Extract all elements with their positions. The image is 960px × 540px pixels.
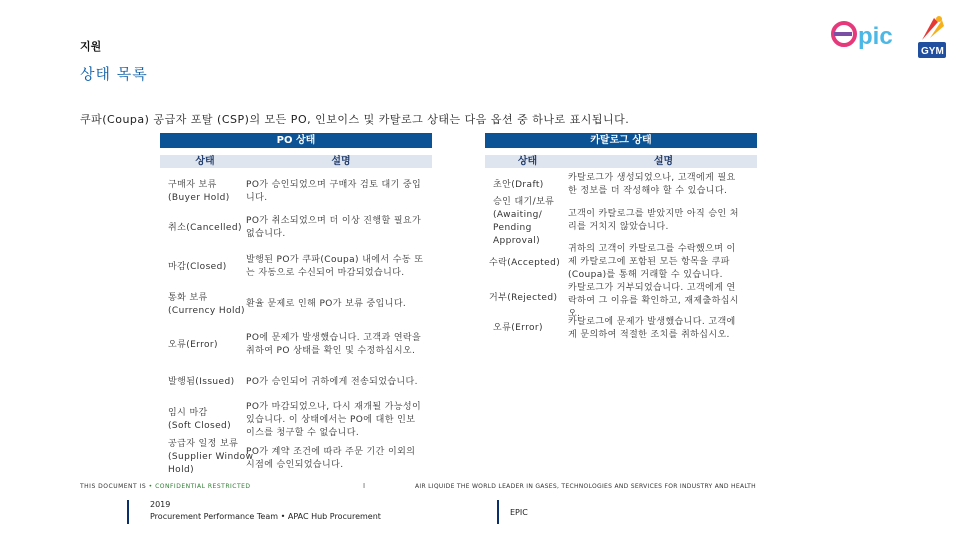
table-row: 발행됨(Issued) — [168, 377, 235, 387]
epic-logo — [830, 12, 950, 62]
table-row: 구매자 보류 (Buyer Hold) — [168, 180, 230, 203]
table-row: 초안(Draft) — [493, 180, 544, 190]
table-row-desc: 환율 문제로 인해 PO가 보류 중입니다. — [246, 299, 407, 309]
footer-right-divider — [497, 500, 499, 524]
footer-left-divider — [127, 500, 129, 524]
company-tagline: AIR LIQUIDE THE WORLD LEADER IN GASES, TECHNOLOGIES AND SERVICES FOR INDUSTRY AND HEALTH — [415, 483, 756, 490]
table-row: 오류(Error) — [168, 340, 218, 350]
table-row: 승인 대기/보류 (Awaiting/ Pending Approval) — [493, 197, 555, 246]
po-col-status-header: 상태 — [160, 155, 250, 168]
table-row-desc: 귀하의 고객이 카탈로그를 수락했으며 이 제 카탈로그에 포함된 모든 항목을 쿠파 (Coupa)를 통해 거래할 수 있습니다. — [568, 244, 736, 280]
svg-text:pic: pic — [858, 23, 893, 50]
catalog-col-desc-header: 설명 — [570, 155, 757, 168]
intro-text: 쿠파(Coupa) 공급자 포탈 (CSP)의 모든 PO, 인보이스 및 카탈로그 상태는 다음 옵션 중 하나로 표시됩니다. — [80, 113, 630, 126]
gym-badge-text: GYM — [921, 46, 944, 57]
table-row-desc: PO가 취소되었으며 더 이상 진행할 필요가 없습니다. — [246, 216, 422, 239]
table-row-desc: PO가 승인되어 귀하에게 전송되었습니다. — [246, 377, 418, 387]
table-row-desc: PO가 승인되었으며 구매자 검토 대기 중입 니다. — [246, 180, 422, 203]
epic-gym-logo-graphic — [830, 12, 950, 62]
confidential-notice: THIS DOCUMENT IS • CONFIDENTIAL RESTRICTED — [80, 483, 251, 490]
footer-year: 2019 — [150, 500, 171, 509]
table-row-desc: 발행된 PO가 쿠파(Coupa) 내에서 수동 또 는 자동으로 수신되어 마감되었습니다. — [246, 255, 424, 278]
table-row-desc: 카탈로그에 문제가 발생했습니다. 고객에 게 문의하여 적절한 조치를 취하십시오. — [568, 317, 736, 340]
page-marker: I — [363, 482, 366, 490]
catalog-status-band: 카탈로그 상태 — [485, 133, 757, 148]
table-row: 취소(Cancelled) — [168, 223, 242, 233]
section-label: 지원 — [80, 40, 102, 53]
table-row: 통화 보류 (Currency Hold) — [168, 293, 245, 316]
page-title: 상태 목록 — [80, 65, 148, 83]
table-row: 오류(Error) — [493, 323, 543, 333]
po-status-band: PO 상태 — [160, 133, 432, 148]
po-col-desc-header: 설명 — [250, 155, 432, 168]
table-row: 수락(Accepted) — [489, 258, 561, 268]
table-row-desc: PO가 계약 조건에 따라 주문 기간 이외의 시점에 승인되었습니다. — [246, 447, 416, 470]
table-row-desc: PO에 문제가 발생했습니다. 고객과 연락을 취하여 PO 상태를 확인 및 수정하십시오. — [246, 333, 422, 356]
table-row: 거부(Rejected) — [489, 293, 558, 303]
footer-team: Procurement Performance Team • APAC Hub Procurement — [150, 512, 381, 521]
footer-epic: EPIC — [510, 508, 528, 517]
table-row-desc: PO가 마감되었으나, 다시 재개될 가능성이 있습니다. 이 상태에서는 PO에 대한 인보 이스를 청구할 수 없습니다. — [246, 402, 422, 438]
table-row: 공급자 일정 보류 (Supplier Window Hold) — [168, 439, 254, 475]
table-row-desc: 카탈로그가 거부되었습니다. 고객에게 연 락하여 그 이유를 확인하고, 재제출하십시 오. — [568, 283, 739, 319]
catalog-col-status-header: 상태 — [485, 155, 570, 168]
table-row: 마감(Closed) — [168, 262, 227, 272]
table-row-desc: 카탈로그가 생성되었으나, 고객에게 필요 한 정보를 더 작성해야 할 수 있습니다. — [568, 173, 736, 196]
table-row-desc: 고객이 카탈로그를 받았지만 아직 승인 처 리를 거치지 않았습니다. — [568, 209, 739, 232]
table-row: 임시 마감 (Soft Closed) — [168, 408, 232, 431]
